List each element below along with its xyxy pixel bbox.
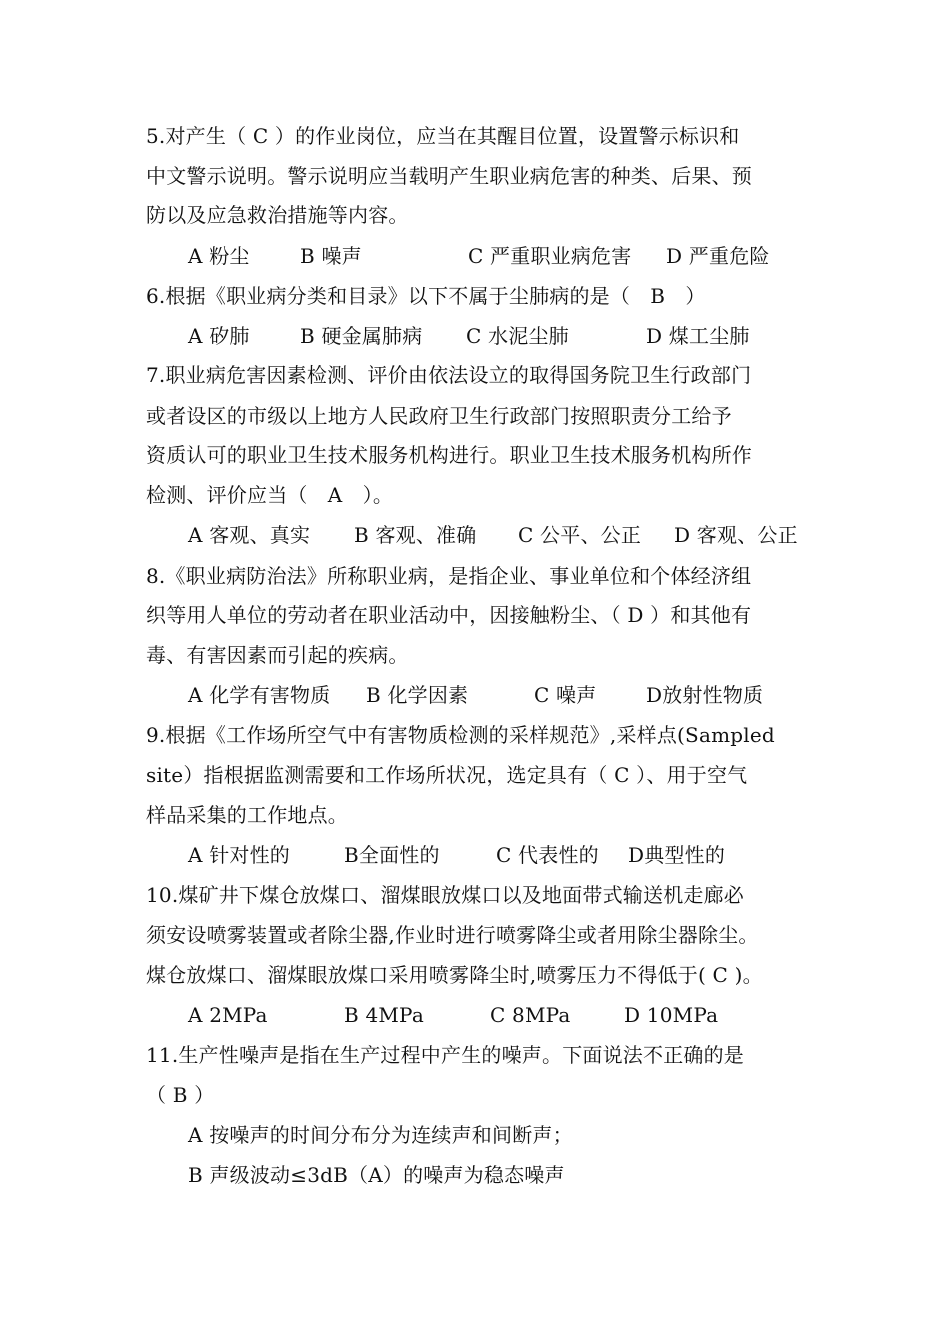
option-d: D 客观、公正 bbox=[674, 523, 798, 547]
option-d: D典型性的 bbox=[628, 843, 726, 867]
option-c: C 严重职业病危害 bbox=[468, 244, 632, 268]
question-7-line-2: 或者设区的市级以上地方人民政府卫生行政部门按照职责分工给予 bbox=[146, 404, 732, 428]
question-7-line-3: 资质认可的职业卫生技术服务机构进行。职业卫生技术服务机构所作 bbox=[146, 443, 752, 467]
question-9-line-2: site）指根据监测需要和工作场所状况，选定具有（ C ）、用于空气 bbox=[146, 763, 748, 787]
question-10-line-1: 10.煤矿井下煤仓放煤口、溜煤眼放煤口以及地面带式输送机走廊必 bbox=[146, 883, 745, 907]
option-a: A 化学有害物质 bbox=[188, 683, 331, 707]
option-b: B 硬金属肺病 bbox=[300, 324, 423, 348]
question-5-line-3: 防以及应急救治措施等内容。 bbox=[146, 203, 409, 227]
question-10-options bbox=[188, 1002, 719, 1028]
question-7-options bbox=[188, 522, 798, 548]
question-9-options bbox=[188, 842, 726, 868]
question-9-line-3: 样品采集的工作地点。 bbox=[146, 803, 348, 827]
question-7-line-4: 检测、评价应当（ A ）。 bbox=[146, 483, 394, 507]
option-d: D 10MPa bbox=[624, 1003, 719, 1027]
question-9-line-1: 9.根据《工作场所空气中有害物质检测的采样规范》,采样点(Sampled bbox=[146, 723, 775, 747]
option-c: C 水泥尘肺 bbox=[466, 324, 569, 348]
option-b: B 噪声 bbox=[300, 244, 362, 268]
option-b: B 化学因素 bbox=[366, 683, 469, 707]
option-b: B全面性的 bbox=[344, 843, 440, 867]
question-11-line-2: （ B ） bbox=[146, 1083, 215, 1107]
question-11-line-1: 11.生产性噪声是指在生产过程中产生的噪声。下面说法不正确的是 bbox=[146, 1043, 745, 1067]
option-c: C 代表性的 bbox=[496, 843, 599, 867]
question-6-options bbox=[188, 323, 750, 349]
option-a: A 矽肺 bbox=[188, 324, 250, 348]
question-11-option-a: A 按噪声的时间分布分为连续声和间断声； bbox=[188, 1123, 573, 1147]
option-c: C 8MPa bbox=[490, 1003, 571, 1027]
question-11-option-b: B 声级波动≤3dB（A）的噪声为稳态噪声 bbox=[188, 1163, 565, 1187]
option-d: D 严重危险 bbox=[666, 244, 770, 268]
option-a: A 针对性的 bbox=[188, 843, 291, 867]
question-10-line-3: 煤仓放煤口、溜煤眼放煤口采用喷雾降尘时,喷雾压力不得低于( C )。 bbox=[146, 963, 763, 987]
option-b: B 客观、准确 bbox=[354, 523, 477, 547]
option-d: D 煤工尘肺 bbox=[646, 324, 750, 348]
question-5-options bbox=[188, 243, 770, 269]
option-c: C 噪声 bbox=[534, 683, 597, 707]
option-d: D放射性物质 bbox=[646, 683, 764, 707]
question-8-options bbox=[188, 682, 764, 708]
question-5-line-2: 中文警示说明。警示说明应当载明产生职业病危害的种类、后果、预 bbox=[146, 164, 752, 188]
question-5-line-1: 5.对产生（ C ）的作业岗位，应当在其醒目位置，设置警示标识和 bbox=[146, 124, 740, 148]
option-a: A 粉尘 bbox=[188, 244, 250, 268]
question-8-line-1: 8.《职业病防治法》所称职业病，是指企业、事业单位和个体经济组 bbox=[146, 564, 752, 588]
option-a: A 2MPa bbox=[188, 1003, 268, 1027]
option-a: A 客观、真实 bbox=[188, 523, 311, 547]
question-8-line-2: 织等用人单位的劳动者在职业活动中，因接触粉尘、（ D ）和其他有 bbox=[146, 603, 752, 627]
option-b: B 4MPa bbox=[344, 1003, 424, 1027]
option-c: C 公平、公正 bbox=[518, 523, 642, 547]
question-6-line-1: 6.根据《职业病分类和目录》以下不属于尘肺病的是（ B ） bbox=[146, 284, 706, 308]
question-8-line-3: 毒、有害因素而引起的疾病。 bbox=[146, 643, 409, 667]
question-10-line-2: 须安设喷雾装置或者除尘器,作业时进行喷雾降尘或者用除尘器除尘。 bbox=[146, 923, 759, 947]
question-7-line-1: 7.职业病危害因素检测、评价由依法设立的取得国务院卫生行政部门 bbox=[146, 363, 752, 387]
